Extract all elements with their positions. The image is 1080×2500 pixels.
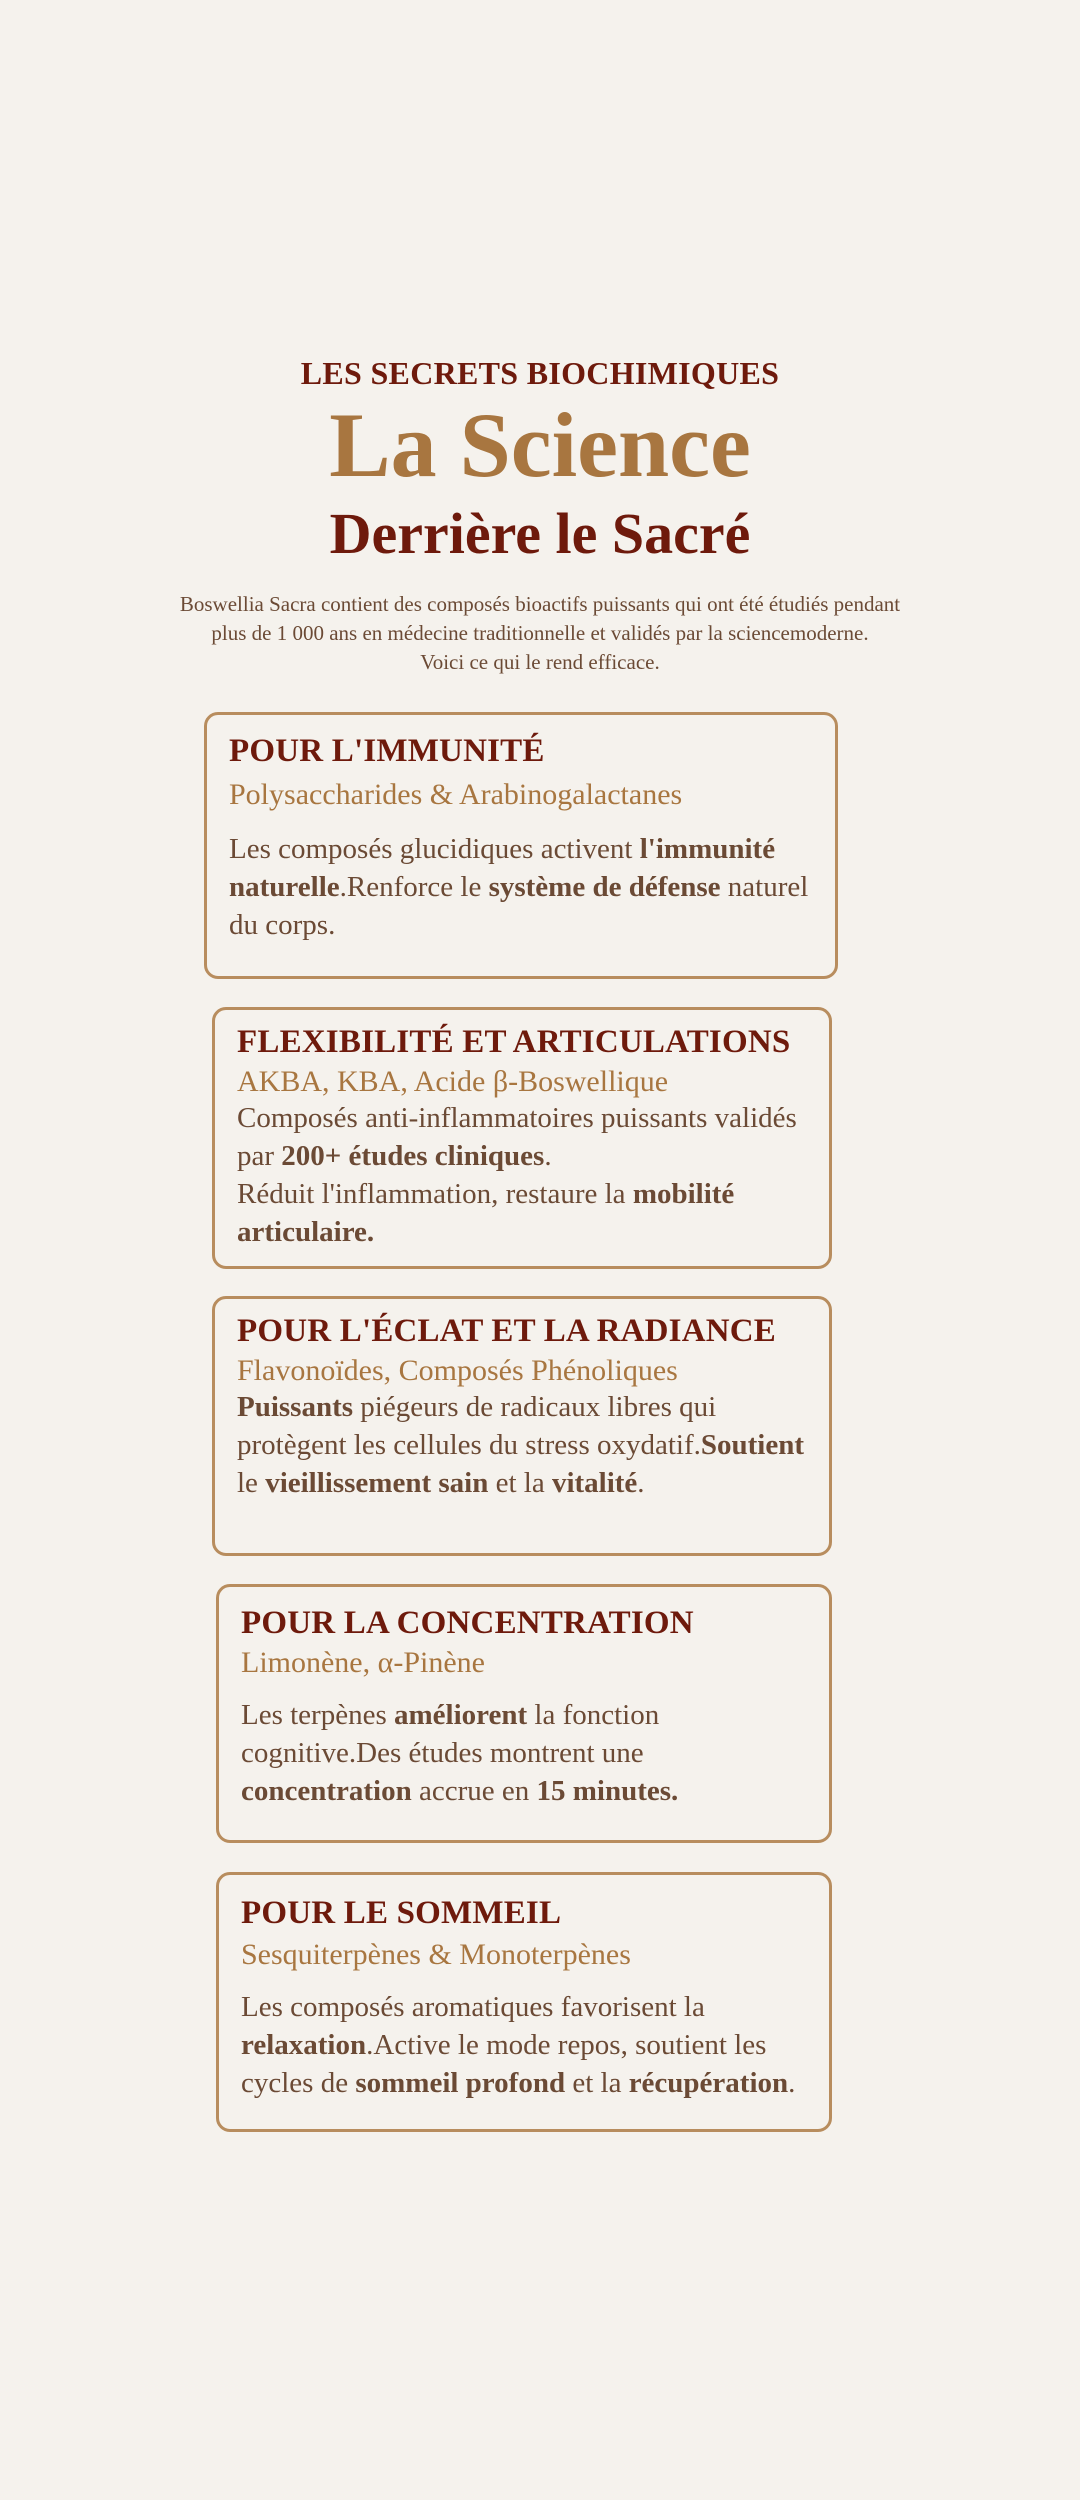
card-subtitle: AKBA, KBA, Acide β-Boswellique (237, 1065, 669, 1098)
card-body (241, 1696, 807, 1810)
text: Les composés aromatiques favorisent la (241, 1991, 705, 2023)
card-subtitle: Polysaccharides & Arabinogalactanes (229, 778, 683, 811)
text: Composés anti-inflammatoires puissants validés par (237, 1102, 797, 1172)
card-subtitle: Sesquiterpènes & Monoterpènes (241, 1938, 631, 1971)
text-bold: Soutient (700, 1429, 805, 1461)
text: Les terpènes (241, 1699, 394, 1731)
page-title: La Science (329, 394, 751, 496)
text-bold: améliorent (394, 1699, 528, 1731)
card-flexibility (212, 1007, 832, 1269)
text: et la (565, 2067, 629, 2099)
text: accrue en (411, 1775, 537, 1807)
section-eyebrow: LES SECRETS BIOCHIMIQUES (300, 355, 780, 391)
card-sleep (216, 1872, 832, 2132)
text: . (788, 2067, 796, 2099)
card-title: POUR LE SOMMEIL (241, 1895, 562, 1931)
card-title: POUR LA CONCENTRATION (241, 1605, 694, 1641)
text-bold: 200+ études cliniques (281, 1140, 545, 1172)
text: .Renforce le (339, 871, 489, 903)
text-bold: Puissants (237, 1391, 354, 1423)
text-bold: sommeil profond (355, 2067, 566, 2099)
card-subtitle: Limonène, α-Pinène (241, 1646, 485, 1679)
text: la fonction cognitive.Des études montrent une (241, 1699, 660, 1769)
card-immunity (204, 712, 838, 979)
text: Les composés glucidiques activent (229, 833, 640, 865)
text: piégeurs de radicaux libres qui protègent les cellules du stress oxydatif. (237, 1391, 717, 1461)
card-title: FLEXIBILITÉ ET ARTICULATIONS (237, 1024, 791, 1060)
text: . (637, 1467, 645, 1499)
card-subtitle: Flavonoïdes, Composés Phénoliques (237, 1354, 678, 1387)
card-body (237, 1388, 807, 1502)
card-title: POUR L'ÉCLAT ET LA RADIANCE (237, 1313, 777, 1349)
page-subtitle: Derrière le Sacré (329, 501, 751, 566)
text-bold: vitalité (551, 1467, 638, 1499)
text-bold: récupération (628, 2067, 789, 2099)
text-bold: concentration (241, 1775, 412, 1807)
text-bold: mobilité articulaire. (237, 1178, 735, 1248)
card-body (237, 1099, 807, 1251)
text: Réduit l'inflammation, restaure la (237, 1178, 633, 1210)
card-concentration (216, 1584, 832, 1843)
card-title: POUR L'IMMUNITÉ (229, 733, 545, 769)
card-radiance (212, 1296, 832, 1556)
intro-line: plus de 1 000 ans en médecine traditionnelle et validés par la sciencemoderne. (211, 621, 869, 645)
intro-text (0, 590, 1080, 677)
text-bold: relaxation (241, 2029, 367, 2061)
text-bold: vieillissement sain (265, 1467, 489, 1499)
text-bold: système de défense (488, 871, 721, 903)
card-body (229, 830, 813, 944)
text: le (237, 1467, 266, 1499)
text: naturel du corps. (229, 871, 809, 941)
text: .Active le mode repos, soutient les cycles de (241, 2029, 767, 2099)
intro-line: Boswellia Sacra contient des composés bioactifs puissants qui ont été étudiés pendant (179, 592, 901, 616)
text-bold: l'immunité naturelle (229, 833, 776, 903)
card-body (241, 1988, 807, 2102)
text: et la (488, 1467, 552, 1499)
text-bold: 15 minutes. (536, 1775, 679, 1807)
intro-line: Voici ce qui le rend efficace. (420, 650, 660, 674)
text: . (544, 1140, 552, 1172)
